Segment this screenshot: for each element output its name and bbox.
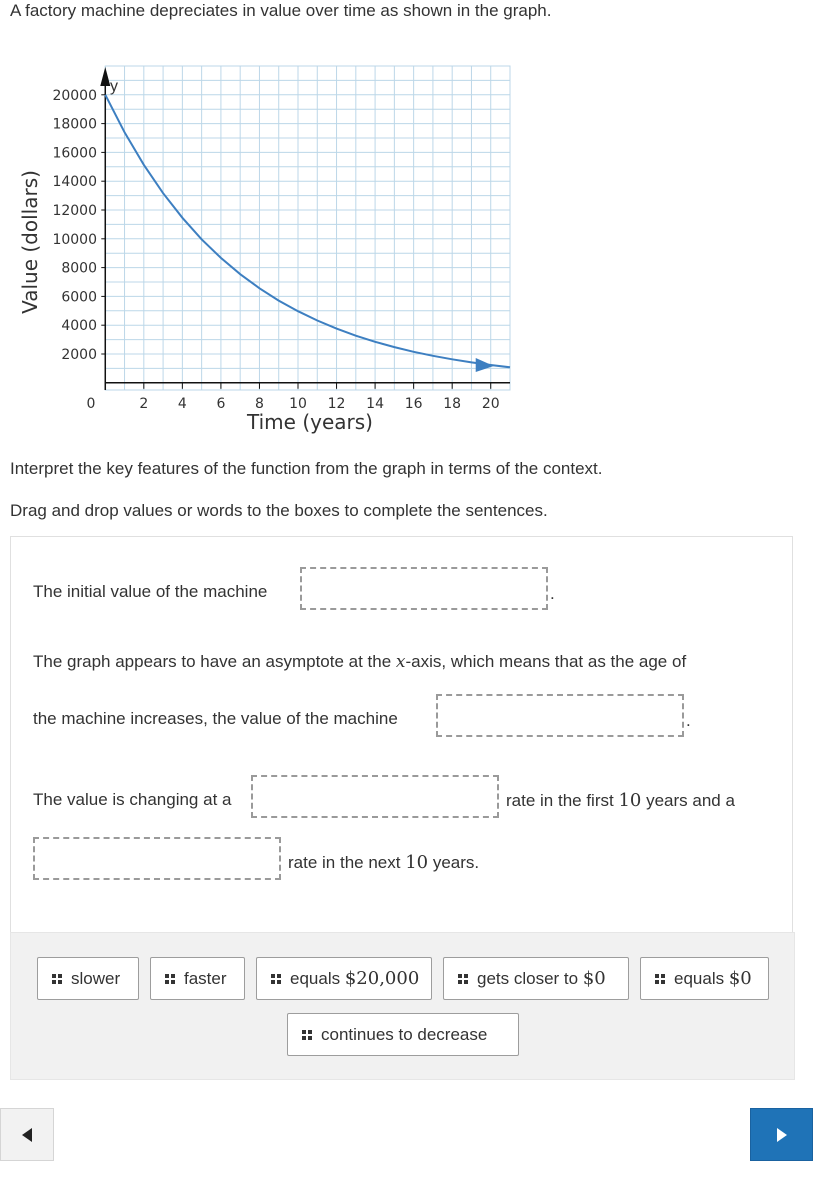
drag-handle-icon xyxy=(458,973,468,985)
sentence-3-end: rate in the next 10 years. xyxy=(288,852,480,873)
sentence-3-start: The value is changing at a xyxy=(33,790,232,809)
y-tick-label: 16000 xyxy=(52,145,97,162)
y-tick-label: 2000 xyxy=(61,347,97,363)
y-tick-label: 8000 xyxy=(61,260,97,277)
sentence-1-text: The initial value of the machine xyxy=(33,582,268,601)
sentence-3-middle: rate in the first 10 years and a xyxy=(506,790,735,811)
drop-box-second-rate[interactable] xyxy=(33,837,281,880)
x-tick-label: 20 xyxy=(481,396,500,412)
sentence-2-line-2: the machine increases, the value of the machine xyxy=(33,709,398,728)
triangle-left-icon xyxy=(21,1127,33,1143)
y-tick-label: 20000 xyxy=(52,87,97,104)
x-tick-label: 8 xyxy=(254,396,264,412)
chart-axes xyxy=(100,67,510,390)
x-tick-label: 6 xyxy=(216,396,226,412)
drop-box-long-term-value[interactable] xyxy=(436,694,684,737)
y-axis-name: y xyxy=(110,78,118,95)
y-axis-label: Value (dollars) xyxy=(18,170,42,314)
x-tick-label: 2 xyxy=(139,396,149,412)
drag-handle-icon xyxy=(165,973,175,985)
y-tick-label: 14000 xyxy=(52,174,97,191)
choice-equals-0[interactable]: equals $0 xyxy=(640,957,769,1000)
y-tick-label: 18000 xyxy=(52,116,97,133)
y-tick-label: 10000 xyxy=(52,231,97,248)
interpret-text: Interpret the key features of the function from the graph in terms of the context. xyxy=(10,459,603,478)
drag-handle-icon xyxy=(655,973,665,985)
sentence-2-line-1: The graph appears to have an asymptote at the x-axis, which means that as the age of xyxy=(33,652,687,672)
triangle-right-icon xyxy=(776,1127,788,1143)
x-axis-label: Time (years) xyxy=(247,410,373,434)
sentence-1-period: . xyxy=(550,584,555,603)
y-tick-label: 6000 xyxy=(61,289,97,306)
x-tick-label: 14 xyxy=(366,396,385,412)
choice-faster[interactable]: faster xyxy=(150,957,245,1000)
choice-continues-to-decrease[interactable]: continues to decrease xyxy=(287,1013,519,1056)
drag-handle-icon xyxy=(52,973,62,985)
sentence-2-period: . xyxy=(686,711,691,730)
y-axis-arrow xyxy=(100,67,110,86)
x-tick-label: 4 xyxy=(177,396,187,412)
drop-box-first-rate[interactable] xyxy=(251,775,499,818)
choice-slower[interactable]: slower xyxy=(37,957,139,1000)
choices-tray xyxy=(10,932,795,1080)
question-intro: A factory machine depreciates in value over time as shown in the graph. xyxy=(10,1,552,20)
grid-border xyxy=(105,66,510,390)
drag-handle-icon xyxy=(271,973,281,985)
origin-label: 0 xyxy=(86,396,96,412)
choice-gets-closer-to-0[interactable]: gets closer to $0 xyxy=(443,957,629,1000)
x-tick-label: 16 xyxy=(404,396,423,412)
y-tick-labels xyxy=(52,88,97,363)
chart-grid xyxy=(105,66,510,390)
depreciation-chart xyxy=(0,55,530,440)
drop-box-initial-value[interactable] xyxy=(300,567,548,610)
choice-equals-20000[interactable]: equals $20,000 xyxy=(256,957,432,1000)
x-tick-label: 10 xyxy=(289,396,307,412)
previous-button[interactable] xyxy=(0,1108,54,1161)
y-tick-label: 12000 xyxy=(52,203,97,219)
y-tick-label: 4000 xyxy=(61,318,97,335)
next-button[interactable] xyxy=(750,1108,813,1161)
instruction-text: Drag and drop values or words to the boxes to complete the sentences. xyxy=(10,501,548,520)
sentence-card xyxy=(10,536,793,932)
x-tick-label: 18 xyxy=(443,396,462,412)
drag-handle-icon xyxy=(302,1029,312,1041)
value-curve xyxy=(105,95,510,368)
x-tick-label: 12 xyxy=(327,396,346,412)
